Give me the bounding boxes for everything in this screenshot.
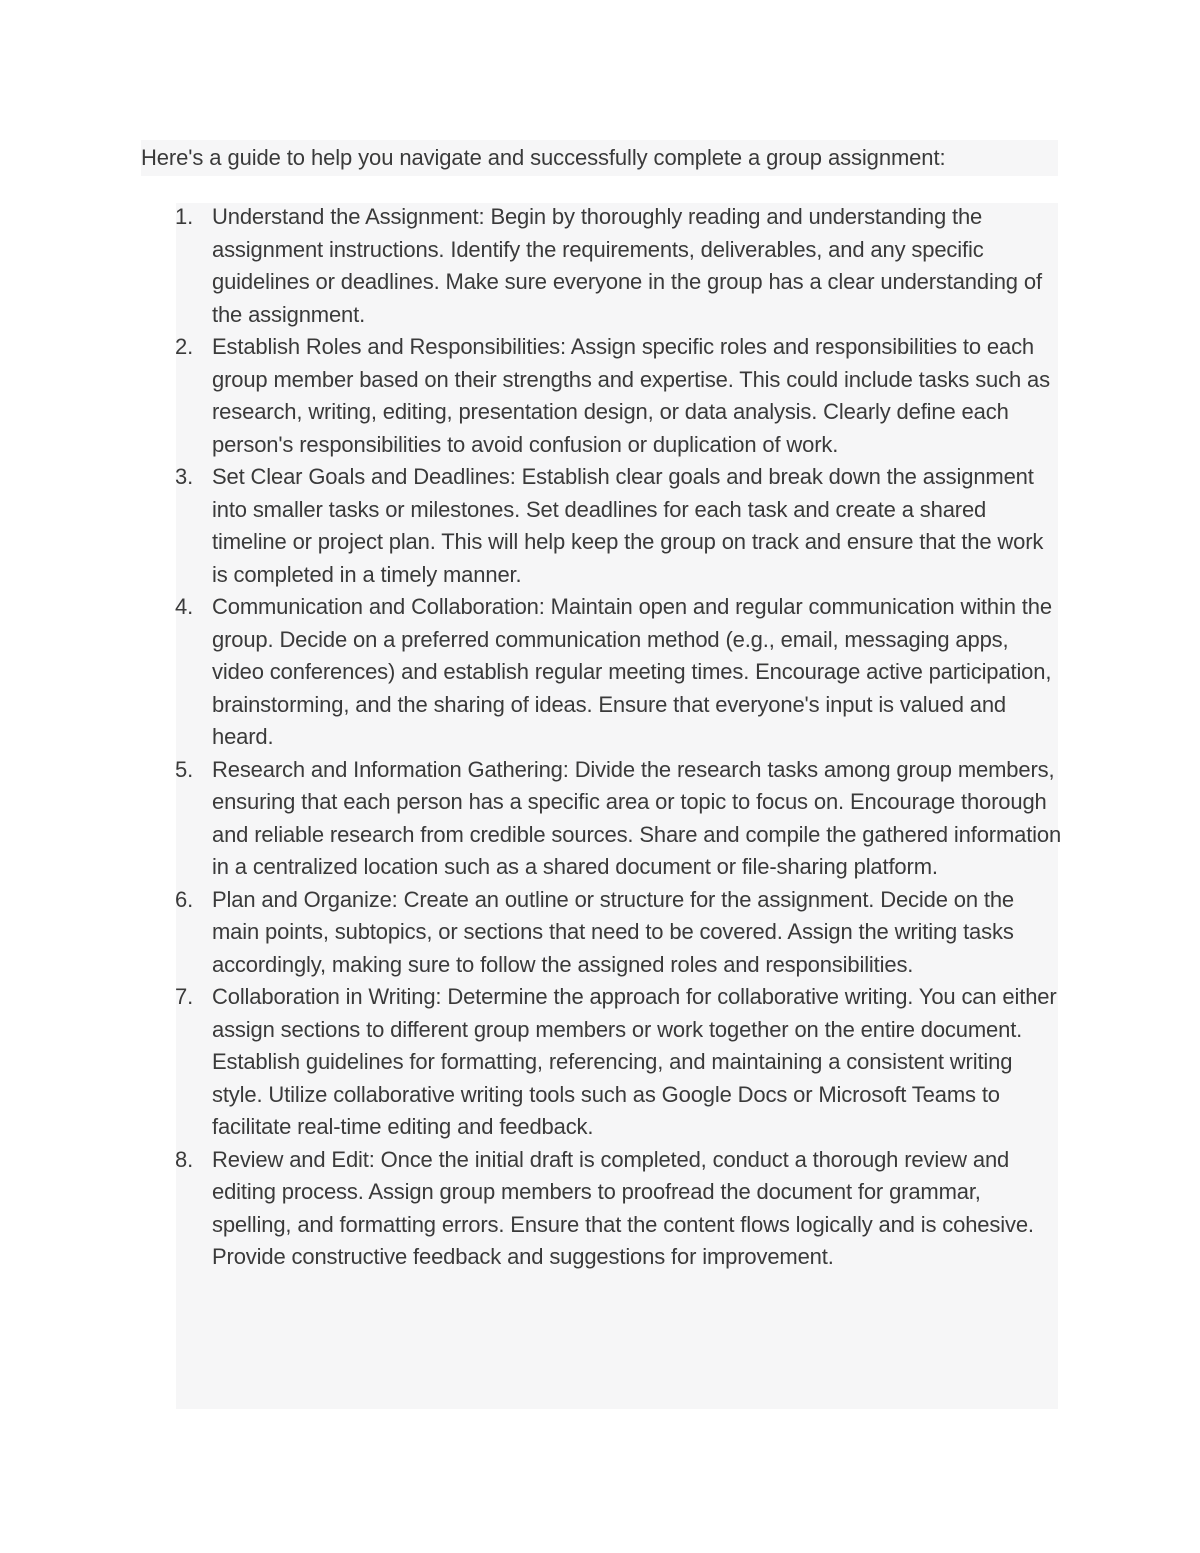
list-item-text: Collaboration in Writing: Determine the approach for collaborative writing. You can either assign sections to different group members or work together on the entire document. Establish guidelines for formatting, referencing, and maintaining a consistent writing style. Utilize collaborative writing tools such as Google Docs or Microsoft Teams to facilitate real-time editing and feedback.: [212, 984, 1057, 1139]
list-item-number: 7.: [175, 984, 194, 1009]
intro-paragraph: Here's a guide to help you navigate and successfully complete a group assignment:: [141, 140, 1058, 176]
list-item-number: 4.: [175, 594, 194, 619]
list-item-number: 3.: [175, 464, 194, 489]
list-item: [175, 1144, 1062, 1274]
list-item-number: 6.: [175, 886, 194, 912]
list-item-number: 8.: [175, 1146, 194, 1172]
list-item: [175, 981, 1062, 1144]
guide-list: [175, 201, 1062, 1274]
list-item-text: Communication and Collaboration: Maintain open and regular communication within the group. Decide on a preferred communication method (e.g., email, messaging apps, video conferences) and establish regular meeting times. Encourage active participation, brainstorming, and the sharing of ideas. Ensure that everyone's input is valued and heard.: [212, 594, 1052, 749]
list-item-text: Understand the Assignment: Begin by thoroughly reading and understanding the assignment instructions. Identify the requirements, deliverables, and any specific guidelines or deadlines. Make sure everyone in the group has a clear understanding of the assignment.: [212, 204, 1042, 327]
list-item-text: Review and Edit: Once the initial draft is completed, conduct a thorough review and editing process. Assign group members to proofread the document for grammar, spelling, and formatting errors. Ensure that the content flows logically and is cohesive. Provide constructive feedback and suggestions for improvement.: [212, 1146, 1034, 1269]
list-item-number: 2.: [175, 334, 194, 359]
list-item: [175, 461, 1062, 591]
list-item: [175, 591, 1062, 754]
list-item: [175, 884, 1062, 982]
list-item: [175, 331, 1062, 461]
list-item-text: Set Clear Goals and Deadlines: Establish clear goals and break down the assignment into smaller tasks or milestones. Set deadlines for each task and create a shared timeline or project plan. This will help keep the group on track and ensure that the work is completed in a timely manner.: [212, 464, 1044, 587]
list-item-text: Plan and Organize: Create an outline or structure for the assignment. Decide on the main points, subtopics, or sections that need to be covered. Assign the writing tasks accordingly, making sure to follow the assigned roles and responsibilities.: [212, 886, 1015, 977]
list-item: [175, 201, 1062, 331]
list-item-text: Research and Information Gathering: Divide the research tasks among group members, ensuring that each person has a specific area or topic to focus on. Encourage thorough and reliable research from credible sources. Share and compile the gathered information in a centralized location such as a shared document or file-sharing platform.: [212, 756, 1062, 879]
list-item-text: Establish Roles and Responsibilities: Assign specific roles and responsibilities to each group member based on their strengths and expertise. This could include tasks such as research, writing, editing, presentation design, or data analysis. Clearly define each person's responsibilities to avoid confusion or duplication of work.: [212, 334, 1050, 457]
list-item-number: 1.: [175, 204, 194, 229]
list-item: [175, 754, 1062, 884]
list-item-number: 5.: [175, 756, 194, 782]
